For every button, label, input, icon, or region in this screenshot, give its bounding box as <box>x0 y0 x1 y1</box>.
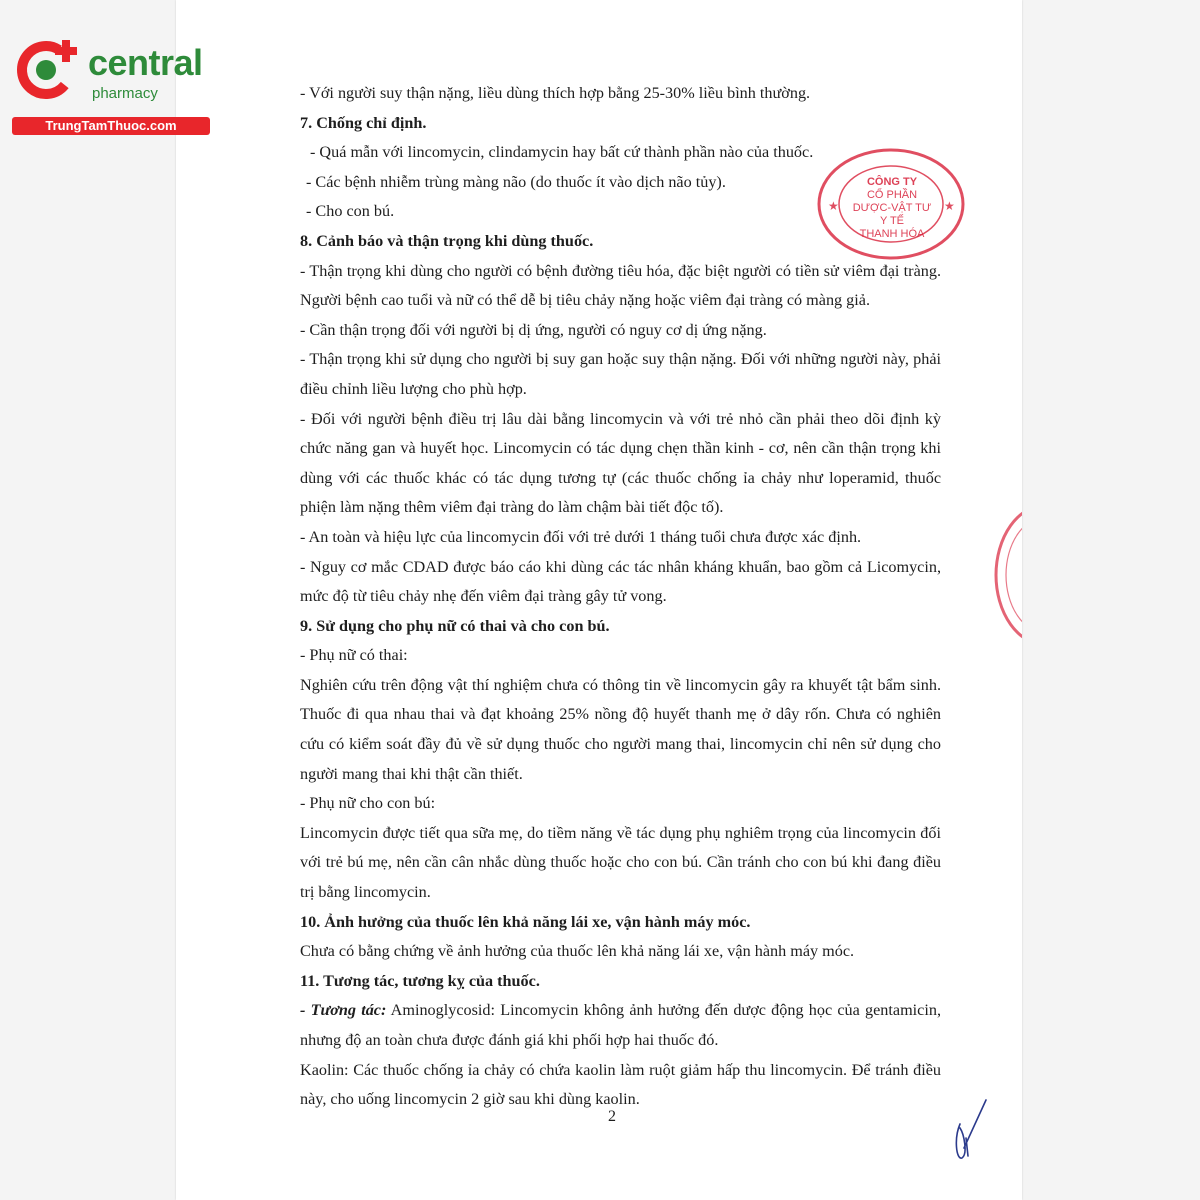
seal-line-5: THANH HÓA <box>859 228 925 240</box>
contraindication-item: - Quá mẫn với lincomycin, clindamycin hay bất cứ thành phần nào của thuốc. <box>310 143 814 162</box>
interaction-paragraph <box>300 996 941 1055</box>
warning-paragraph: - An toàn và hiệu lực của lincomycin đối với trẻ dưới 1 tháng tuổi chưa được xác định. <box>300 527 862 546</box>
subheading-pregnancy: - Phụ nữ có thai: <box>300 646 408 665</box>
section-10-heading: 10. Ảnh hưởng của thuốc lên khả năng lái xe, vận hành máy móc. <box>300 912 751 931</box>
brand-website: TrungTamThuoc.com <box>12 117 210 135</box>
driving-paragraph: Chưa có bằng chứng về ảnh hưởng của thuốc lên khả năng lái xe, vận hành máy móc. <box>300 942 855 961</box>
document-body <box>300 79 941 1115</box>
breastfeeding-paragraph: Lincomycin được tiết qua sữa mẹ, do tiềm năng về tác dụng phụ nghiêm trọng của lincomycin đối với trẻ bú mẹ, nên cần cân nhắc dùng thuốc hoặc cho con bú. Cần tránh cho con bú khi đang điều trị bằng lincomycin. <box>300 823 941 902</box>
section-8-heading: 8. Cảnh báo và thận trọng khi dùng thuốc. <box>300 231 594 250</box>
warning-paragraph: - Nguy cơ mắc CDAD được báo cáo khi dùng các tác nhân kháng khuẩn, bao gồm cả Licomycin, mức độ từ tiêu chảy nhẹ đến viêm đại tràng gây tử vong. <box>300 557 941 606</box>
warning-paragraph: - Cần thận trọng đối với người bị dị ứng, người có nguy cơ dị ứng nặng. <box>300 320 767 339</box>
contraindication-item: - Các bệnh nhiễm trùng màng não (do thuốc ít vào dịch não tủy). <box>306 172 726 191</box>
subheading-breastfeeding: - Phụ nữ cho con bú: <box>300 794 436 813</box>
brand-name: central <box>88 42 203 83</box>
contraindication-item: - Cho con bú. <box>306 202 395 221</box>
page-number: 2 <box>608 1108 616 1125</box>
pregnancy-paragraph: Nghiên cứu trên động vật thí nghiệm chưa có thông tin về lincomycin gây ra khuyết tật bẩm sinh. Thuốc đi qua nhau thai và đạt khoảng 25% nồng độ huyết thanh mẹ ở dây rốn. Chưa có nghiên cứu có kiểm soát đầy đủ về sử dụng thuốc cho người mang thai, lincomycin chỉ nên sử dụng cho người mang thai khi thật cần thiết. <box>300 675 941 783</box>
kaolin-paragraph: Kaolin: Các thuốc chống ỉa chảy có chứa kaolin làm ruột giảm hấp thu lincomycin. Để tránh điều này, cho uống lincomycin 2 giờ sau khi dùng kaolin. <box>300 1060 941 1109</box>
seal-line-4: Y TẾ <box>879 215 905 227</box>
seal-line-2: CỔ PHẦN <box>866 189 918 201</box>
section-11-heading: 11. Tương tác, tương kỵ của thuốc. <box>300 971 540 990</box>
seal-line-3: DƯỢC-VẬT TƯ <box>852 202 932 214</box>
dose-renal-line: - Với người suy thận nặng, liều dùng thích hợp bằng 25-30% liều bình thường. <box>300 84 811 102</box>
interaction-label: - Tương tác: <box>300 1001 387 1020</box>
warning-paragraph: - Thận trọng khi sử dụng cho người bị suy gan hoặc suy thận nặng. Đối với những người này, phải điều chỉnh liều lượng cho phù hợp. <box>300 350 941 398</box>
svg-text:★: ★ <box>828 199 839 213</box>
warning-paragraph: - Đối với người bệnh điều trị lâu dài bằng lincomycin và với trẻ nhỏ cần phải theo dõi định kỳ chức năng gan và huyết học. Lincomycin có tác dụng chẹn thần kinh - cơ, nên cần thận trọng khi dùng với các thuốc khác có tác dụng tương tự (các thuốc chống ỉa chảy như loperamid, thuốc phiện làm nặng thêm viêm đại tràng do làm chậm bài tiết độc tố). <box>300 409 941 517</box>
interaction-text: Aminoglycosid: Lincomycin không ảnh hưởng đến dược động học của gentamicin, nhưng độ an toàn chưa được đánh giá khi phối hợp hai thuốc đó. <box>300 1001 941 1049</box>
handwritten-signature-icon <box>950 1098 990 1164</box>
svg-text:★: ★ <box>944 199 955 213</box>
section-7-heading: 7. Chống chỉ định. <box>300 113 427 132</box>
brand-subtitle: pharmacy <box>92 85 158 102</box>
warning-paragraph: - Thận trọng khi dùng cho người có bệnh đường tiêu hóa, đặc biệt người có tiền sử viêm đại tràng. Người bệnh cao tuổi và nữ có thể dễ bị tiêu chảy nặng hoặc viêm đại tràng có màng giả. <box>300 261 941 310</box>
seal-line-1: CÔNG TY <box>866 176 918 188</box>
section-9-heading: 9. Sử dụng cho phụ nữ có thai và cho con bú. <box>300 616 610 635</box>
partial-seal-stamp-icon <box>986 500 1022 650</box>
